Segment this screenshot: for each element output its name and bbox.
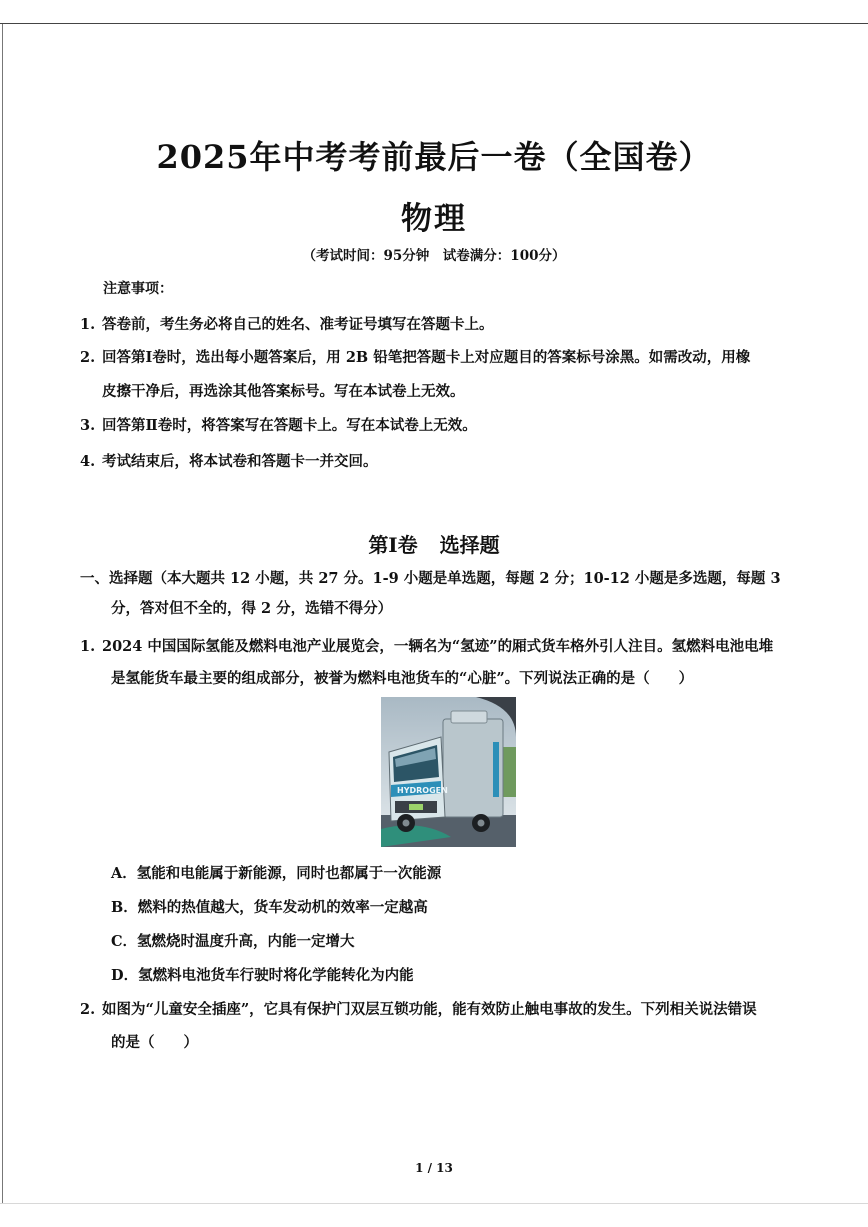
question-1-stem: [80, 635, 773, 656]
section-title-type: 选择题: [439, 533, 500, 557]
question-number: 1.: [80, 638, 96, 655]
notice-heading: 注意事项：: [103, 281, 173, 297]
notice-item-text: 考试结束后，将本试卷和答题卡一并交回。: [102, 453, 378, 470]
notice-item-text: 回答第Ⅰ卷时，选出每小题答案后，用 2B 铅笔把答题卡上对应题目的答案标号涂黑。如需改动，用橡: [102, 349, 751, 366]
notice-item-1: [80, 313, 494, 334]
notice-item-3: [80, 414, 477, 435]
question-text: 2024 中国国际氢能及燃料电池产业展览会，一辆名为“氢迹”的厢式货车格外引人注目。氢燃料电池电堆: [102, 638, 774, 655]
notice-item-2-continued: 皮擦干净后，再选涂其他答案标号。写在本试卷上无效。: [102, 383, 465, 400]
question-1-option-d: D．氢燃料电池货车行驶时将化学能转化为内能: [111, 967, 414, 984]
bottom-page-edge: [0, 1203, 868, 1204]
truck-plate-text: HYDROGEN: [397, 786, 448, 795]
section-title: [0, 529, 868, 558]
question-2-stem: [80, 998, 757, 1019]
notice-item-text: 回答第Ⅱ卷时，将答案写在答题卡上。写在本试卷上无效。: [102, 417, 477, 434]
notice-item-4: [80, 450, 378, 471]
section-title-volume: 第Ⅰ卷: [368, 533, 418, 557]
notice-item-number: 2.: [80, 349, 96, 366]
question-text: 如图为“儿童安全插座”，它具有保护门双层互锁功能，能有效防止触电事故的发生。下列相关说法错误: [102, 1001, 757, 1018]
exam-title: 2025年中考考前最后一卷（全国卷）: [156, 138, 712, 176]
hydrogen-truck-photo: [381, 697, 516, 847]
question-1-option-c: C．氢燃烧时温度升高，内能一定增大: [111, 933, 355, 950]
notice-item-2: [80, 346, 750, 367]
question-1-stem-continued: 是氢能货车最主要的组成部分，被誉为燃料电池货车的“心脏”。下列说法正确的是（ ）: [111, 670, 694, 687]
question-1-option-b: B．燃料的热值越大，货车发动机的效率一定越高: [111, 899, 428, 916]
subject-title: 物理: [401, 201, 467, 237]
question-number: 2.: [80, 1001, 96, 1018]
part-one-instructions-continued: 分，答对但不全的，得 2 分，选错不得分）: [111, 600, 393, 617]
top-border-line: [0, 23, 868, 24]
question-2-stem-continued: 的是（ ）: [111, 1034, 198, 1051]
question-1-option-a: A．氢能和电能属于新能源，同时也都属于一次能源: [111, 865, 442, 882]
part-one-instructions: 一、选择题（本大题共 12 小题，共 27 分。1-9 小题是单选题，每题 2 分；10-12 小题是多选题，每题 3: [80, 570, 781, 587]
page-number: 1 / 13: [415, 1161, 453, 1175]
notice-item-number: 3.: [80, 417, 96, 434]
notice-item-number: 1.: [80, 316, 96, 333]
exam-info: （考试时间：95分钟 试卷满分：100分）: [302, 248, 566, 264]
notice-item-number: 4.: [80, 453, 96, 470]
notice-item-text: 答卷前，考生务必将自己的姓名、准考证号填写在答题卡上。: [102, 316, 494, 333]
